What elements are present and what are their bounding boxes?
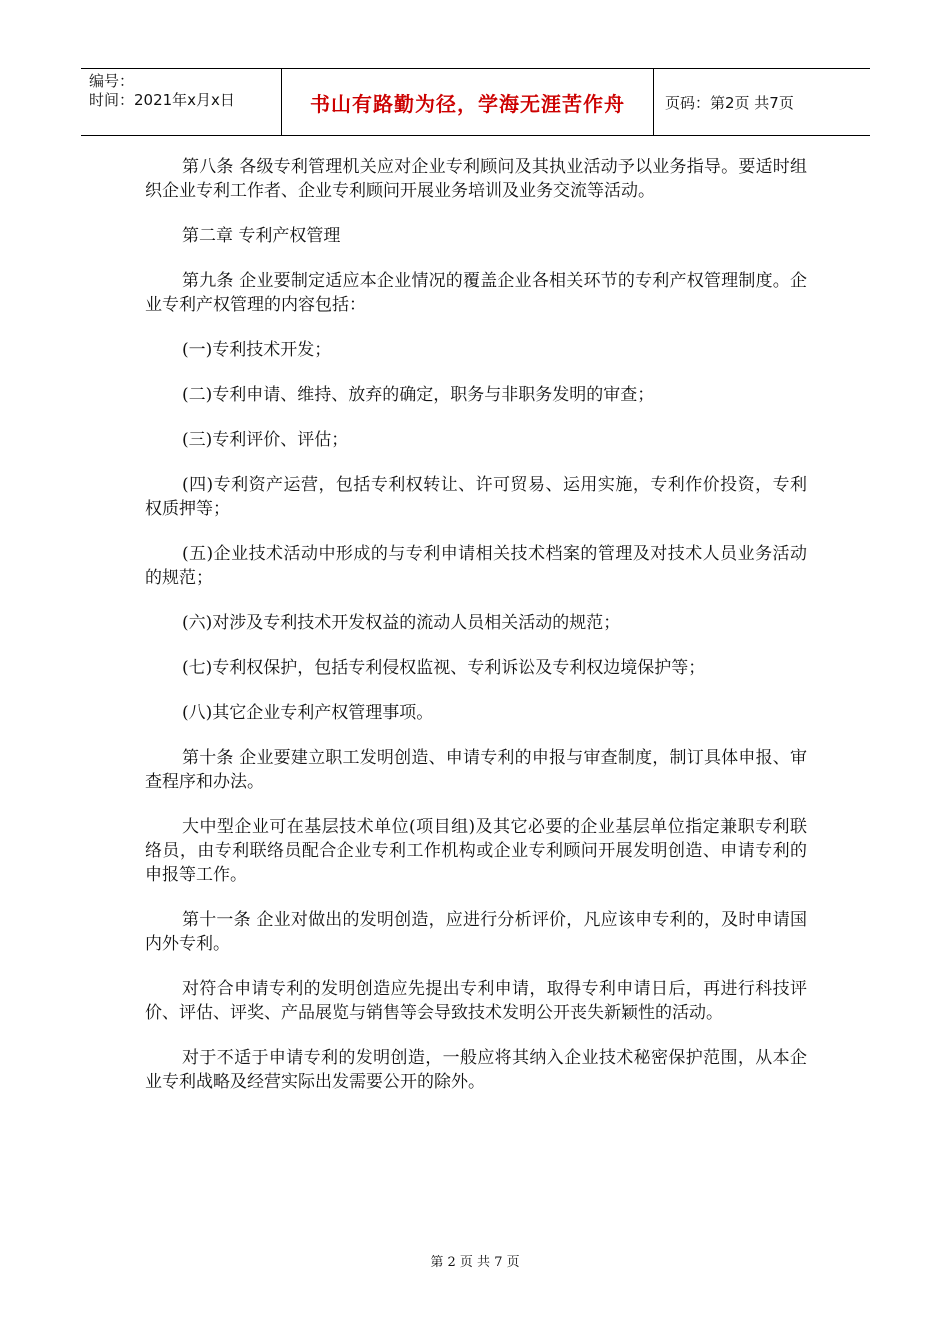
list-item: (八)其它企业专利产权管理事项。 [182,703,434,723]
document-date: 时间：2021年x月x日 [89,91,235,109]
list-item: (六)对涉及专利技术开发权益的流动人员相关活动的规范； [182,613,621,633]
header-motto-cell [282,69,654,135]
list-item: (三)专利评价、评估； [182,430,349,450]
article-11: 第十一条 企业对做出的发明创造，应进行分析评价，凡应该申专利的，及时申请国内外专利。 [145,910,807,954]
page-header [81,68,870,136]
paragraph: 大中型企业可在基层技术单位(项目组)及其它必要的企业基层单位指定兼职专利联络员，由专利联络员配合企业专利工作机构或企业专利顾问开展发明创造、申请专利的申报等工作。 [145,817,807,885]
page-info-text: 页码：第2页 共7页 [665,93,794,112]
motto-text: 书山有路勤为径，学海无涯苦作舟 [310,91,625,116]
article-10: 第十条 企业要建立职工发明创造、申请专利的申报与审查制度，制订具体申报、审查程序和办法。 [145,748,807,792]
list-item: (七)专利权保护，包括专利侵权监视、专利诉讼及专利权边境保护等； [182,658,706,678]
list-item: (二)专利申请、维持、放弃的确定，职务与非职务发明的审查； [182,385,655,405]
list-item: (一)专利技术开发； [182,340,332,360]
paragraph: 对于不适于申请专利的发明创造，一般应将其纳入企业技术秘密保护范围，从本企业专利战略及经营实际出发需要公开的除外。 [145,1048,807,1092]
list-item: (四)专利资产运营，包括专利权转让、许可贸易、运用实施，专利作价投资，专利权质押等； [145,475,807,519]
document-body [145,155,807,1115]
header-page-info [654,69,870,135]
document-number-label: 编号： [89,72,135,90]
article-9: 第九条 企业要制定适应本企业情况的覆盖企业各相关环节的专利产权管理制度。企业专利产权管理的内容包括： [145,271,807,315]
header-meta [81,69,282,135]
list-item: (五)企业技术活动中形成的与专利申请相关技术档案的管理及对技术人员业务活动的规范； [145,544,807,588]
page-footer [0,1251,950,1270]
article-8: 第八条 各级专利管理机关应对企业专利顾问及其执业活动予以业务指导。要适时组织企业专利工作者、企业专利顾问开展业务培训及业务交流等活动。 [145,157,807,201]
paragraph: 对符合申请专利的发明创造应先提出专利申请，取得专利申请日后，再进行科技评价、评估、评奖、产品展览与销售等会导致技术发明公开丧失新颖性的活动。 [145,979,807,1023]
chapter-2-heading: 第二章 专利产权管理 [182,226,341,246]
footer-page-number: 第 2 页 共 7 页 [430,1255,520,1270]
